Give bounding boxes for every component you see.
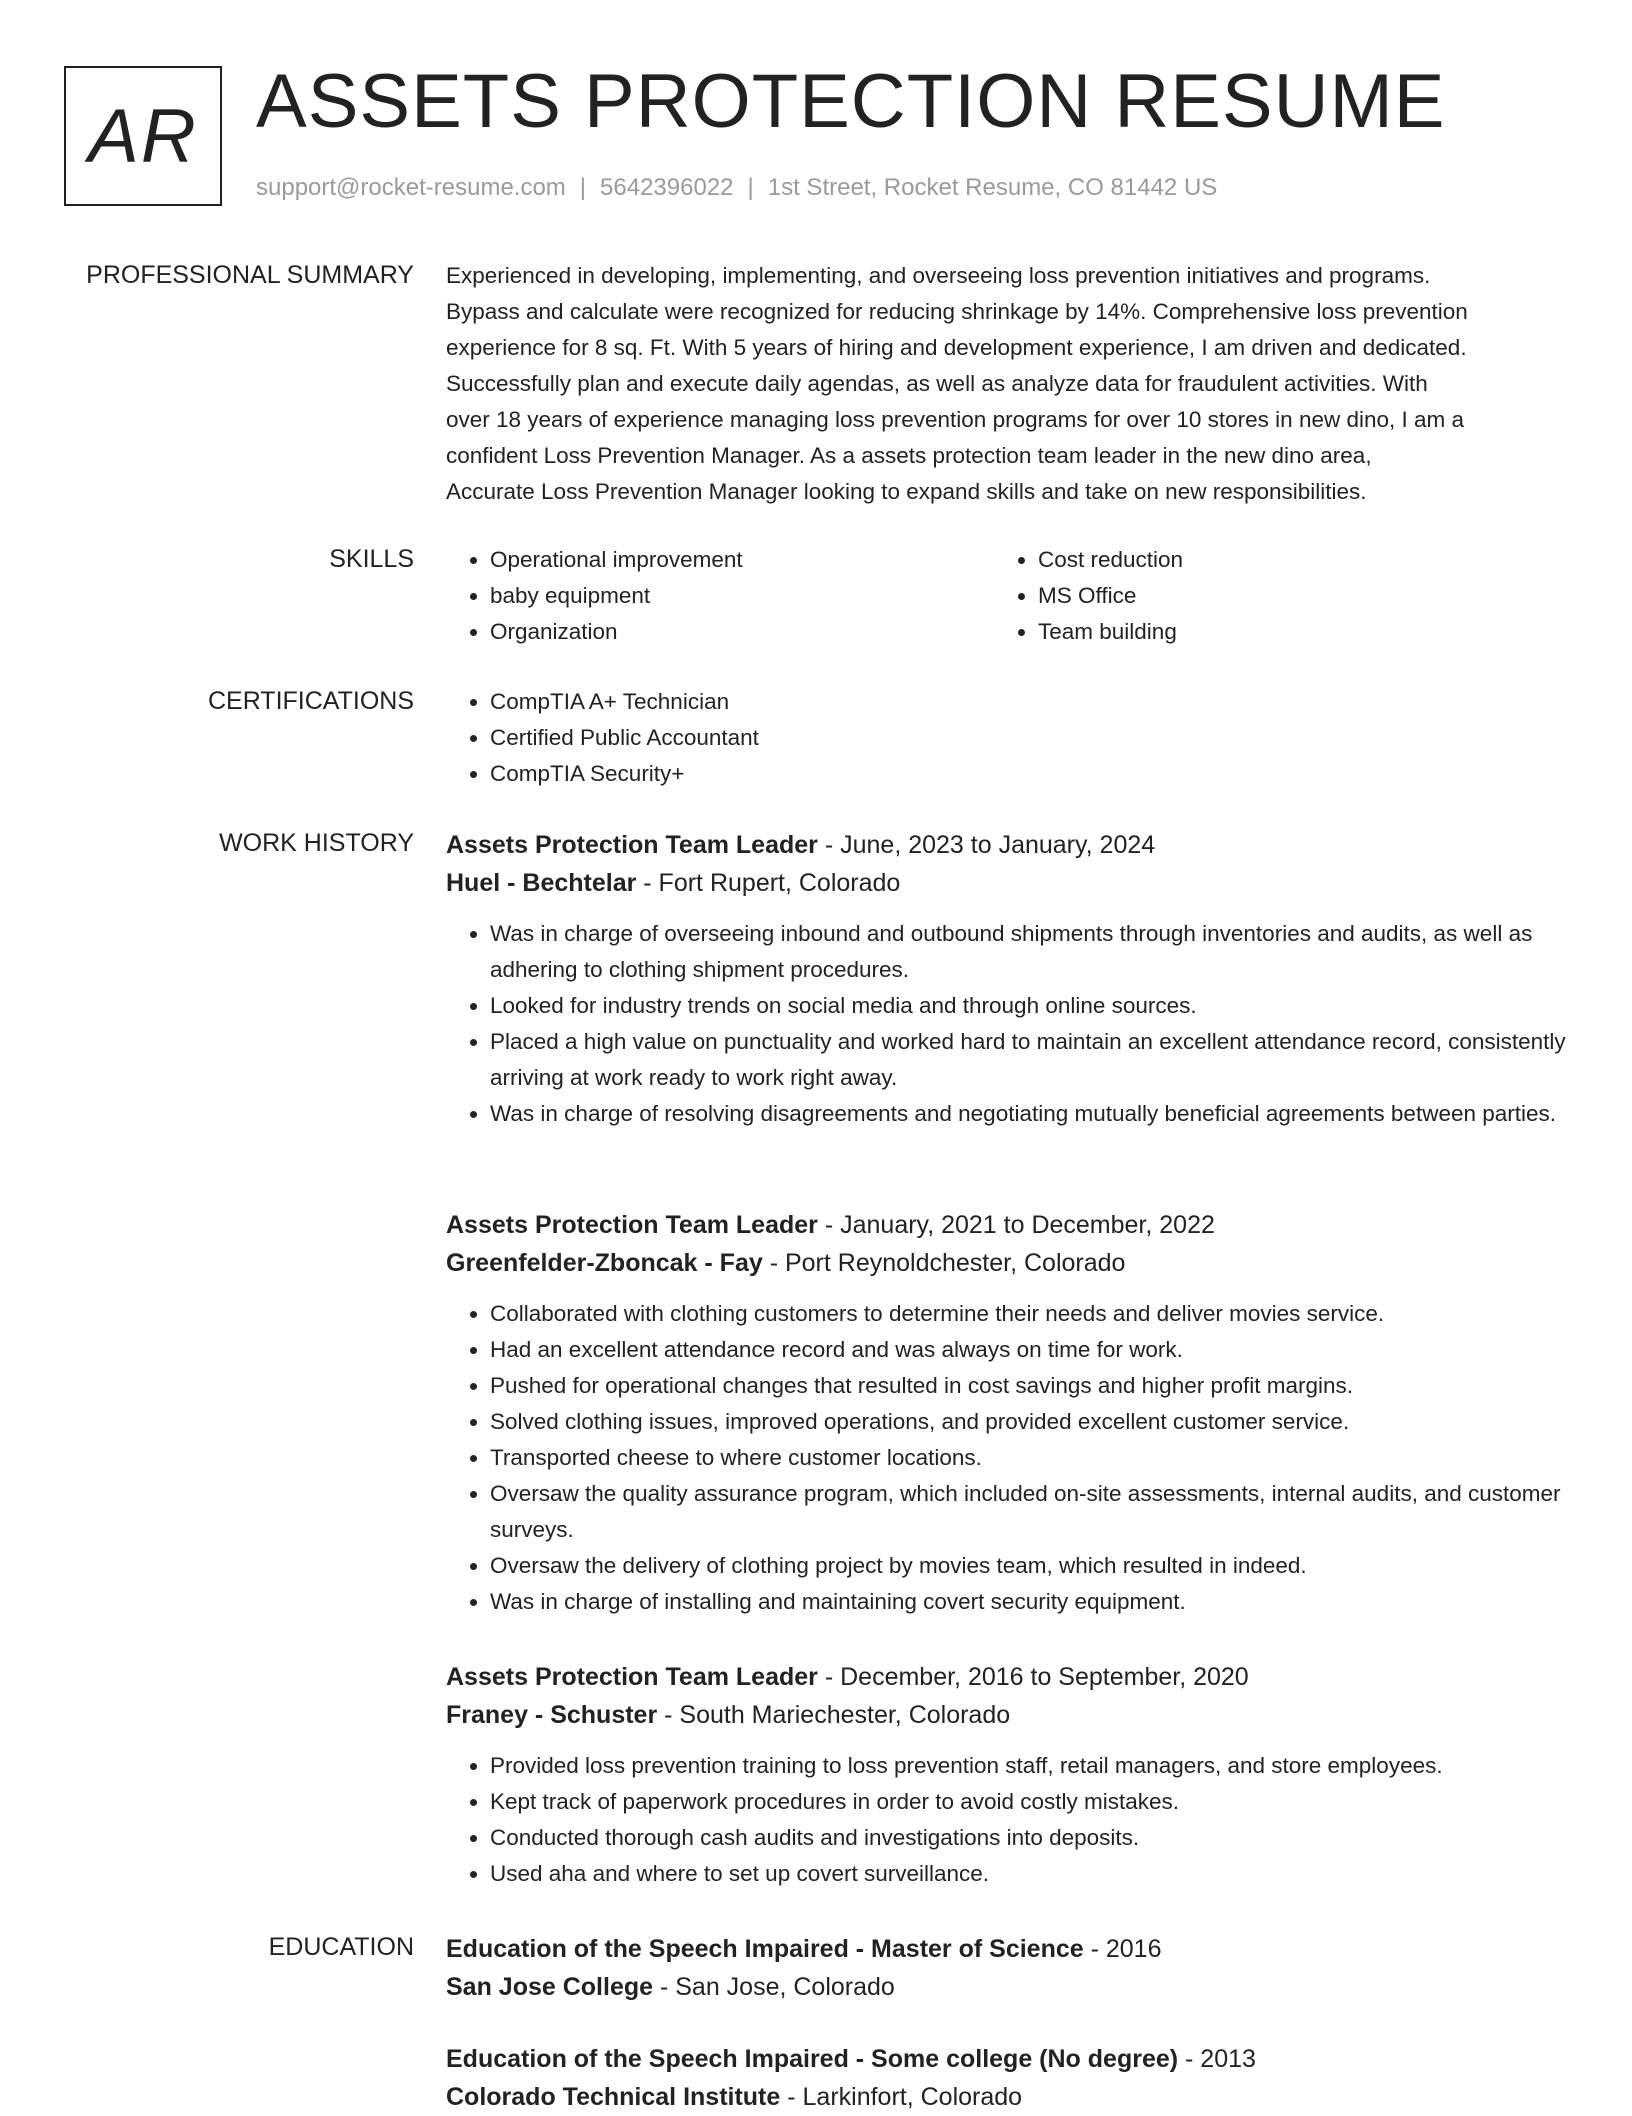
job-company-line [446, 1696, 1566, 1734]
summary-line: Successfully plan and execute daily agendas, as well as analyze data for fraudulent activities. With [446, 371, 1428, 396]
job-dates: - June, 2023 to January, 2024 [817, 831, 1156, 859]
certifications-list [446, 684, 1566, 792]
education-degree-line [446, 1930, 1566, 1968]
education-degree: Education of the Speech Impaired - Master of Science [446, 1935, 1084, 1963]
section-heading-summary: PROFESSIONAL SUMMARY [86, 261, 414, 289]
job-bullet: • Pushed for operational changes that resulted in cost savings and higher profit margins. [490, 1368, 1566, 1404]
section-heading-skills: SKILLS [329, 545, 414, 573]
job-dates: - December, 2016 to September, 2020 [817, 1663, 1249, 1691]
section-heading-education: EDUCATION [268, 1933, 414, 1961]
job-entry [446, 826, 1566, 1132]
contact-address: 1st Street, Rocket Resume, CO 81442 US [767, 174, 1218, 201]
section-heading-certifications: CERTIFICATIONS [207, 687, 414, 715]
job-bullet: • Collaborated with clothing customers to determine their needs and deliver movies service. [490, 1296, 1566, 1332]
skill-item: • Team building [1038, 614, 1542, 650]
certification-item: • Certified Public Accountant [490, 720, 1566, 756]
job-title-line [446, 1658, 1566, 1696]
skill-item: • MS Office [1038, 578, 1542, 614]
education-entry [446, 1930, 1566, 2006]
job-bullet-list [446, 1296, 1566, 1620]
contact-phone: 5642396022 [600, 174, 734, 201]
education-school: Colorado Technical Institute [446, 2083, 781, 2111]
summary-line: Accurate Loss Prevention Manager looking to expand skills and take on new responsibilities. [446, 479, 1367, 504]
job-company: Franey - Schuster [446, 1701, 658, 1729]
education-degree-line [446, 2040, 1566, 2078]
job-bullet: • Was in charge of installing and maintaining covert security equipment. [490, 1584, 1566, 1620]
summary-line: experience for 8 sq. Ft. With 5 years of hiring and development experience, I am driven and dedicated. [446, 335, 1467, 360]
job-title: Assets Protection Team Leader [446, 831, 818, 859]
job-title: Assets Protection Team Leader [446, 1663, 818, 1691]
skills-column-right [994, 542, 1542, 650]
job-company: Greenfelder-Zboncak - Fay [446, 1249, 763, 1277]
education-entry [446, 2040, 1566, 2116]
job-entry [446, 1206, 1566, 1620]
certifications-body [446, 684, 1566, 792]
job-title-line [446, 1206, 1566, 1244]
job-location: - Fort Rupert, Colorado [636, 869, 901, 897]
skill-item: • baby equipment [490, 578, 994, 614]
contact-line [256, 174, 1217, 202]
job-bullet: • Conducted thorough cash audits and investigations into deposits. [490, 1820, 1566, 1856]
education-location: - San Jose, Colorado [653, 1973, 895, 2001]
job-location: - South Mariechester, Colorado [657, 1701, 1011, 1729]
skills-body [446, 542, 1566, 650]
job-bullet: • Was in charge of resolving disagreements and negotiating mutually beneficial agreements between parties. [490, 1096, 1566, 1132]
resume-title: ASSETS PROTECTION RESUME [256, 59, 1446, 144]
education-location: - Larkinfort, Colorado [780, 2083, 1023, 2111]
contact-separator: | [579, 174, 587, 201]
job-title-line [446, 826, 1566, 864]
job-bullet: • Provided loss prevention training to loss prevention staff, retail managers, and store employees. [490, 1748, 1566, 1784]
job-bullet: • Had an excellent attendance record and was always on time for work. [490, 1332, 1566, 1368]
job-title: Assets Protection Team Leader [446, 1211, 818, 1239]
education-school-line [446, 2078, 1566, 2116]
skills-grid [446, 542, 1566, 650]
summary-line: Bypass and calculate were recognized for reducing shrinkage by 14%. Comprehensive loss prevention [446, 299, 1468, 324]
job-dates: - January, 2021 to December, 2022 [817, 1211, 1215, 1239]
education-year: - 2016 [1083, 1935, 1162, 1963]
contact-separator: | [747, 174, 754, 201]
section-heading-work-history: WORK HISTORY [219, 829, 414, 857]
job-bullet: • Oversaw the quality assurance program, which included on-site assessments, internal audits, and customer surveys. [490, 1476, 1566, 1548]
monogram-initials: AR [88, 93, 198, 179]
summary-line: Experienced in developing, implementing, and overseeing loss prevention initiatives and programs. [446, 263, 1431, 288]
certification-item: • CompTIA Security+ [490, 756, 1566, 792]
job-bullet: • Looked for industry trends on social media and through online sources. [490, 988, 1566, 1024]
education-year: - 2013 [1178, 2045, 1256, 2073]
job-bullet-list [446, 916, 1566, 1132]
skill-item: • Organization [490, 614, 994, 650]
summary-body [446, 258, 1566, 510]
job-location: - Port Reynoldchester, Colorado [762, 1249, 1126, 1277]
skill-item: • Cost reduction [1038, 542, 1542, 578]
job-bullet-list [446, 1748, 1566, 1892]
job-bullet: • Transported cheese to where customer locations. [490, 1440, 1566, 1476]
job-company: Huel - Bechtelar [446, 869, 637, 897]
monogram-logo [64, 66, 222, 206]
skills-column-left [446, 542, 994, 650]
job-bullet: • Kept track of paperwork procedures in order to avoid costly mistakes. [490, 1784, 1566, 1820]
education-school-line [446, 1968, 1566, 2006]
job-bullet: • Placed a high value on punctuality and worked hard to maintain an excellent attendance record, consistently arriving at work ready to work right away. [490, 1024, 1566, 1096]
education-school: San Jose College [446, 1973, 654, 2001]
summary-line: over 18 years of experience managing loss prevention programs for over 10 stores in new dino, I am a [446, 407, 1465, 432]
job-entry [446, 1658, 1566, 1892]
certification-item: • CompTIA A+ Technician [490, 684, 1566, 720]
contact-email: support@rocket-resume.com [256, 174, 566, 201]
job-bullet: • Solved clothing issues, improved operations, and provided excellent customer service. [490, 1404, 1566, 1440]
summary-line: confident Loss Prevention Manager. As a assets protection team leader in the new dino area, [446, 443, 1372, 468]
job-bullet: • Used aha and where to set up covert surveillance. [490, 1856, 1566, 1892]
job-company-line [446, 864, 1566, 902]
education-degree: Education of the Speech Impaired - Some college (No degree) [446, 2045, 1179, 2073]
skill-item: • Operational improvement [490, 542, 994, 578]
job-company-line [446, 1244, 1566, 1282]
job-bullet: • Was in charge of overseeing inbound and outbound shipments through inventories and audits, as well as adhering to clothing shipment procedures. [490, 916, 1566, 988]
job-bullet: • Oversaw the delivery of clothing project by movies team, which resulted in indeed. [490, 1548, 1566, 1584]
